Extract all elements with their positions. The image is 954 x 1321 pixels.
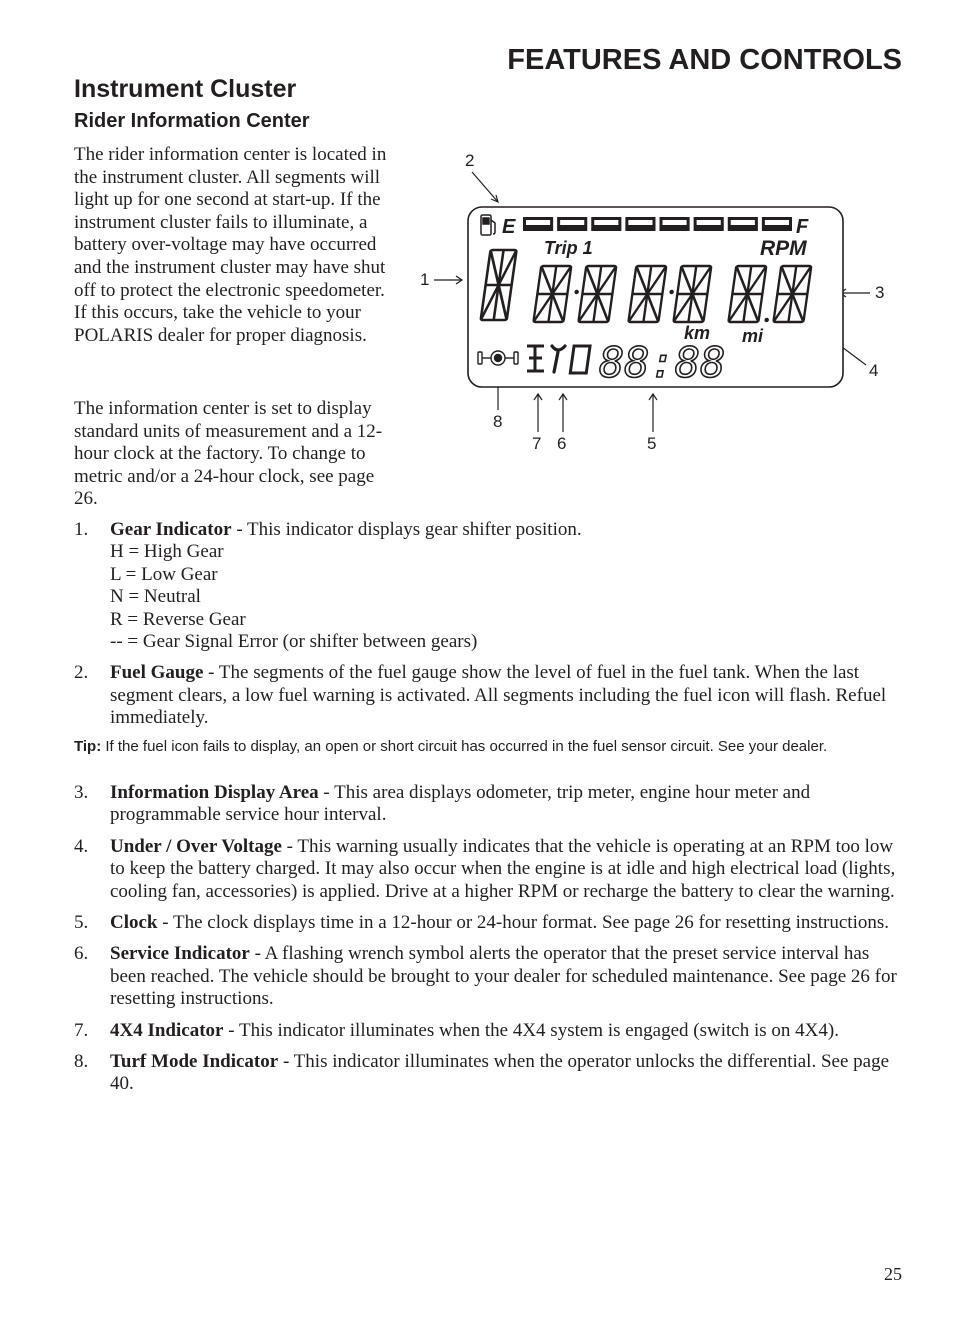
list-item-service-indicator: 6. Service Indicator - A flashing wrench symbol alerts the operator that the preset service interval has been reached. The vehicle should be brought to your dealer for scheduled maintenance. See page 26 for resetting instructions.: [74, 943, 897, 1010]
callout-5: 5: [647, 434, 657, 453]
indicator-list-part-1: [74, 519, 904, 739]
fuel-empty-label: E: [502, 216, 516, 238]
rpm-label: RPM: [760, 237, 807, 260]
list-item-4x4-indicator: 7. 4X4 Indicator - This indicator illuminates when the 4X4 system is engaged (switch is on 4X4).: [74, 1019, 839, 1041]
fuel-segment-highlight: [594, 220, 618, 225]
list-item-information-display: 3. Information Display Area - This area displays odometer, trip meter, engine hour meter and programmable service hour interval.: [74, 782, 811, 826]
fuel-segment-highlight: [731, 220, 755, 225]
gear-sub-error: -- = Gear Signal Error (or shifter between gears): [110, 631, 478, 653]
callout-6: 6: [557, 434, 567, 453]
tip-label: Tip:: [74, 738, 102, 755]
intro-paragraph: The information center is set to display standard units of measurement and a 12-hour clock at the factory. To change to metric and/or a 24-hour clock, see page 26.: [74, 398, 383, 510]
list-item-turf-mode: 8. Turf Mode Indicator - This indicator illuminates when the operator unlocks the differential. See page 40.: [74, 1051, 890, 1095]
mi-label: mi: [742, 326, 764, 346]
list-item-voltage: 4. Under / Over Voltage - This warning usually indicates that the vehicle is operating at an RPM too low to keep the battery charged. It may also occur when the engine is at idle and high electrical load (lights, cooling fan, accessories) is applied. Drive at a higher RPM or recharge the battery to clear the warning.: [74, 835, 896, 902]
list-item-gear-indicator: 1. Gear Indicator - This indicator displays gear shifter position. H = High Gear L = Low Gear N = Neutral R = Reverse Gear -- = Gear Signal Error (or shifter between gears): [74, 519, 904, 653]
heading-instrument-cluster: Instrument Cluster: [74, 75, 297, 103]
clock-display: 88:88: [599, 338, 726, 387]
trip-label: Trip 1: [544, 238, 593, 258]
heading-rider-information-center: Rider Information Center: [74, 110, 310, 132]
list-item-fuel-gauge: 2. Fuel Gauge - The segments of the fuel gauge show the level of fuel in the fuel tank. When the last segment clears, a low fuel warning is activated. All segments including the fuel icon will flash. Refuel immediately.: [74, 662, 887, 729]
section-title: FEATURES AND CONTROLS: [507, 44, 902, 76]
callout-8: 8: [493, 412, 503, 431]
fuel-segment-highlight: [697, 220, 721, 225]
fuel-segment-highlight: [560, 220, 584, 225]
callout-2: 2: [465, 151, 475, 170]
intro-paragraph: The rider information center is located in the instrument cluster. All segments will light up for one second at start-up. If the instrument cluster fails to illuminate, a battery over-voltage may have occurred and the instrument cluster may have shut off to protect the electronic speedometer. If this occurs, take the vehicle to your POLARIS dealer for proper diagnosis.: [74, 144, 387, 346]
term-gear-indicator: Gear Indicator: [110, 519, 232, 540]
fuel-segment-highlight: [628, 220, 652, 225]
fuel-segment-highlight: [765, 220, 789, 225]
fuel-full-label: F: [796, 216, 809, 238]
page-number: 25: [884, 1264, 902, 1284]
gear-sub-low: L = Low Gear: [110, 563, 218, 585]
callout-3: 3: [875, 283, 885, 302]
instrument-cluster-diagram: [414, 140, 904, 465]
tip-note: [74, 737, 904, 756]
fuel-segment-highlight: [526, 220, 550, 225]
callout-arrow-2: [472, 172, 498, 202]
gear-sub-high: H = High Gear: [110, 541, 224, 563]
km-label: km: [684, 323, 711, 343]
indicator-list-part-2: [74, 782, 904, 1105]
callout-7: 7: [532, 434, 542, 453]
callout-4: 4: [869, 361, 879, 380]
list-item-clock: 5. Clock - The clock displays time in a 12-hour or 24-hour format. See page 26 for resetting instructions.: [74, 912, 889, 934]
gear-sub-reverse: R = Reverse Gear: [110, 608, 246, 630]
tip-text: If the fuel icon fails to display, an open or short circuit has occurred in the fuel sensor circuit. See your dealer.: [101, 738, 828, 755]
callout-1: 1: [420, 270, 430, 289]
fuel-segment-highlight: [663, 220, 687, 225]
gear-sub-neutral: N = Neutral: [110, 586, 201, 608]
term-fuel-gauge: Fuel Gauge: [110, 662, 204, 684]
